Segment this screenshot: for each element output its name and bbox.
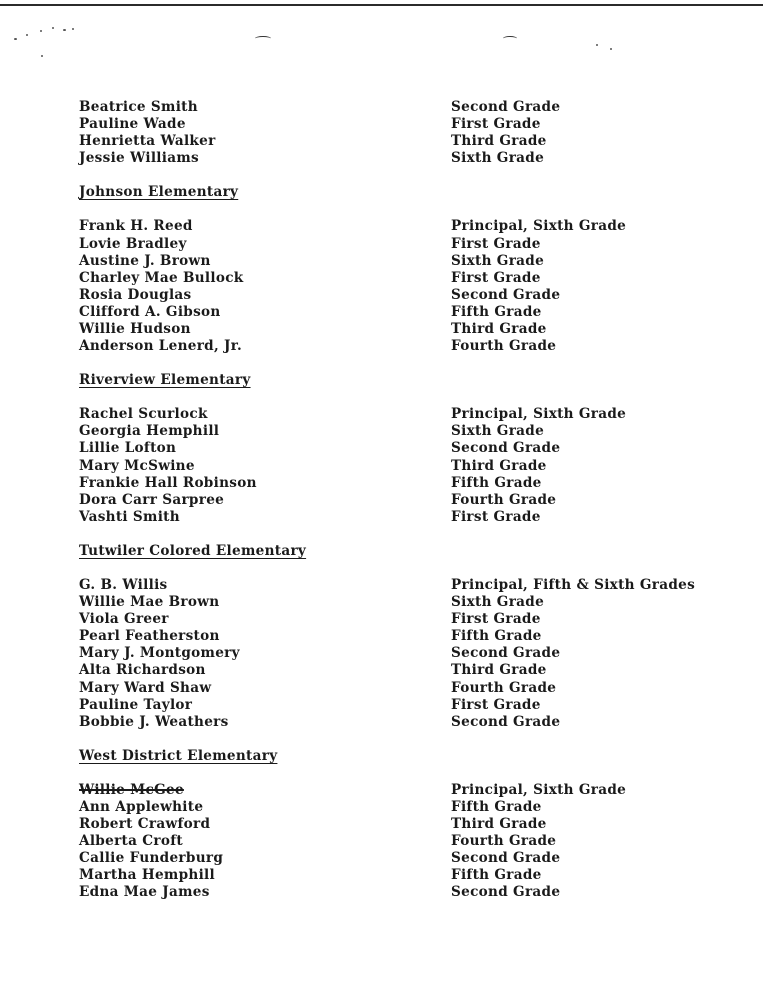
teacher-name: Rosia Douglas [79,286,192,303]
scan-speck [41,55,43,57]
teacher-grade: Second Grade [451,440,561,457]
teacher-name: Willie Hudson [79,321,191,337]
teacher-grade: First Grade [451,116,541,133]
teacher-grade: Fifth Grade [451,867,542,884]
scan-speck [14,38,17,40]
teacher-name: Rachel Scurlock [79,406,208,423]
teacher-name: Bobbie J. Weathers [79,713,229,730]
teacher-name: Clifford A. Gibson [79,303,221,320]
teacher-name: Mary J. Montgomery [79,645,240,662]
teacher-name: Callie Funderburg [79,850,224,867]
teacher-name: Frankie Hall Robinson [79,474,257,491]
teacher-name: Henrietta Walker [79,133,216,150]
teacher-name: Georgia Hemphill [79,423,220,440]
teacher-grade: Third Grade [451,662,547,679]
teacher-grade: Third Grade [451,457,547,474]
teacher-grade: Fifth Grade [451,798,542,815]
teacher-name: Mary McSwine [79,457,195,474]
scan-mark [503,36,517,41]
school-heading: Tutwiler Colored Elementary [79,542,307,559]
teacher-name: Dora Carr Sarpree [79,491,225,508]
scan-speck [40,30,42,32]
scan-speck [610,48,612,50]
teacher-name: Viola Greer [79,611,169,628]
teacher-grade: Second Grade [451,645,561,662]
teacher-name: Vashti Smith [79,508,180,525]
teacher-grade: First Grade [451,235,541,252]
scan-speck [26,34,28,36]
teacher-name: Pauline Taylor [79,696,193,713]
teacher-grade: Fifth Grade [451,303,542,320]
teacher-grade: Principal, Sixth Grade [451,781,627,798]
top-rule [0,4,763,6]
scan-speck [596,44,598,46]
teacher-name: Frank H. Reed [79,218,193,235]
teacher-grade: Third Grade [451,321,547,337]
teacher-grade: Second Grade [451,713,561,730]
school-heading: Riverview Elementary [79,372,251,389]
teacher-name: Beatrice Smith [79,99,198,115]
scan-speck [72,28,74,30]
teacher-grade: Fourth Grade [451,679,557,696]
teacher-name: Lovie Bradley [79,235,187,252]
teacher-name: Martha Hemphill [79,867,215,884]
teacher-grade: Fourth Grade [451,491,557,508]
scan-speck [63,29,66,31]
teacher-grade: Sixth Grade [451,423,545,440]
teacher-grade: Sixth Grade [451,594,545,610]
teacher-grade: Fifth Grade [451,474,542,491]
teacher-grade: Sixth Grade [451,252,545,269]
teacher-grade: First Grade [451,508,541,525]
school-heading: West District Elementary [79,747,278,764]
teacher-name: Pauline Wade [79,116,186,133]
teacher-grade: Sixth Grade [451,150,545,167]
teacher-name: Austine J. Brown [79,252,211,269]
teacher-grade: Third Grade [451,816,547,832]
teacher-grade: First Grade [451,269,541,286]
teacher-name: Willie McGee [79,781,184,798]
school-heading: Johnson Elementary [79,184,239,201]
teacher-name: Alberta Croft [79,833,183,850]
teacher-name: Jessie Williams [79,150,199,167]
teacher-grade: Second Grade [451,850,561,867]
teacher-grade: Second Grade [451,884,561,901]
teacher-name: Lillie Lofton [79,440,177,457]
teacher-name: Robert Crawford [79,816,211,832]
teacher-grade: Second Grade [451,99,561,115]
teacher-name: G. B. Willis [79,576,168,593]
teacher-grade: Second Grade [451,286,561,303]
teacher-grade: Principal, Fifth & Sixth Grades [451,576,696,593]
teacher-grade: Fourth Grade [451,338,557,355]
teacher-grade: Principal, Sixth Grade [451,406,627,423]
teacher-name: Mary Ward Shaw [79,679,212,696]
scan-mark [255,36,271,41]
teacher-name: Pearl Featherston [79,628,220,645]
teacher-grade: First Grade [451,696,541,713]
teacher-grade: Principal, Sixth Grade [451,218,627,235]
teacher-name: Edna Mae James [79,884,210,901]
teacher-name: Charley Mae Bullock [79,269,244,286]
teacher-grade: Fourth Grade [451,833,557,850]
teacher-name: Ann Applewhite [79,798,204,815]
teacher-name: Willie Mae Brown [79,594,220,610]
teacher-name: Alta Richardson [79,662,206,679]
teacher-grade: Third Grade [451,133,547,150]
teacher-name: Anderson Lenerd, Jr. [79,338,243,355]
scan-speck [52,27,54,29]
teacher-grade: Fifth Grade [451,628,542,645]
teacher-grade: First Grade [451,611,541,628]
